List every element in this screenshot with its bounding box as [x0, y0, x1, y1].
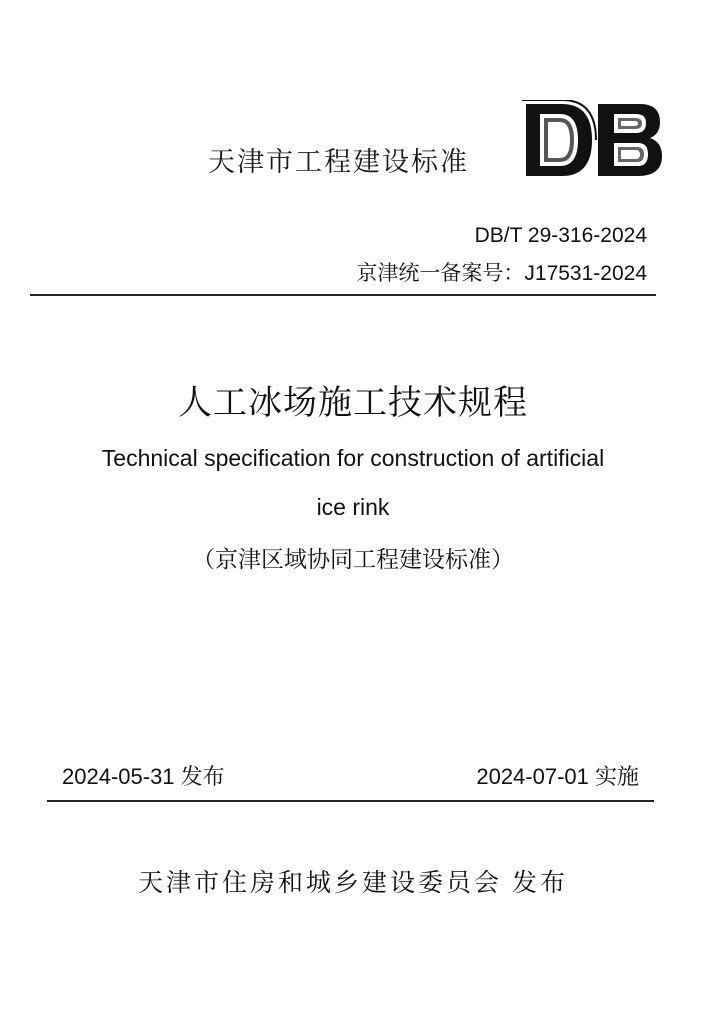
- document-title-english-line1: Technical specification for construction of artificial: [101, 445, 605, 471]
- standard-number: DB/T 29-316-2024: [474, 224, 647, 247]
- db-logo-letter-b: [598, 104, 662, 176]
- standard-series-label: 天津市工程建设标准: [208, 147, 469, 177]
- publisher: 天津市住房和城乡建设委员会 发布: [138, 869, 568, 897]
- filing-number: 京津统一备案号：J17531-2024: [356, 262, 647, 285]
- document-title-chinese: 人工冰场施工技术规程: [178, 384, 528, 422]
- issue-date: 2024-05-31 发布: [62, 764, 225, 789]
- document-title-english-line2: ice rink: [316, 494, 390, 520]
- header-divider: [30, 294, 656, 296]
- db-logo: [522, 100, 664, 180]
- implementation-date: 2024-07-01 实施: [476, 764, 639, 789]
- document-subtitle: （京津区域协同工程建设标准）: [192, 546, 514, 572]
- db-logo-letter-d: [522, 100, 596, 176]
- footer-divider: [47, 800, 654, 802]
